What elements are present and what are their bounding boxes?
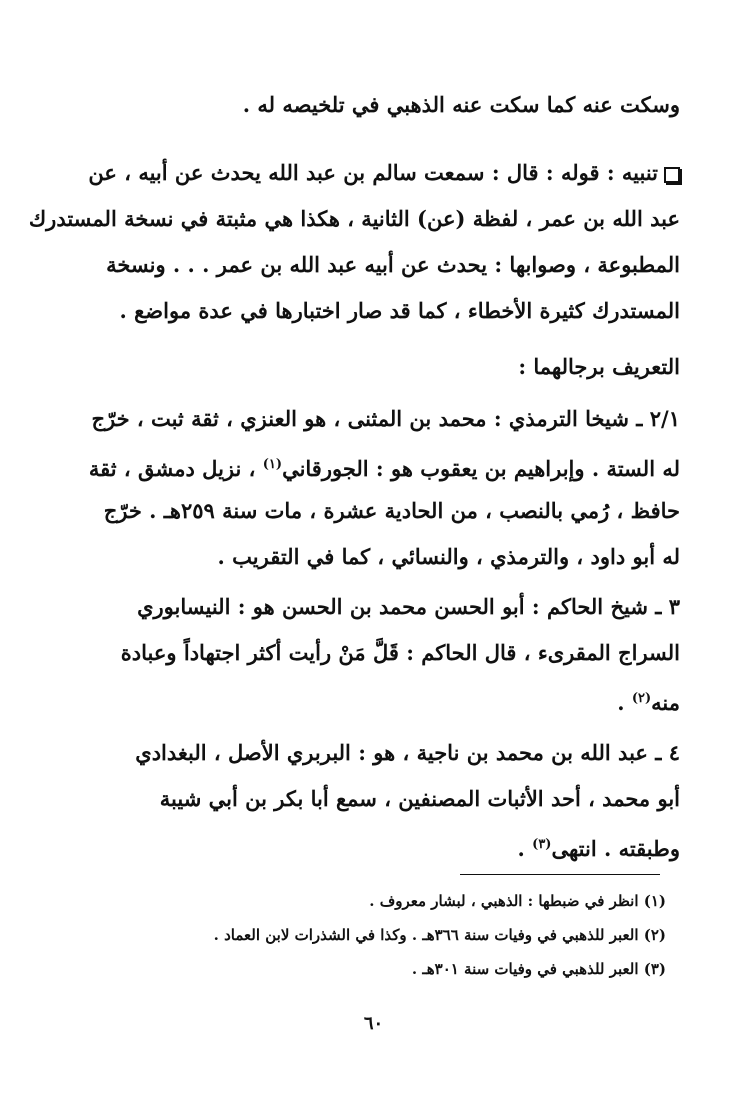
footnote-divider xyxy=(460,874,660,875)
entry-2-line-3: منه$^{(٢)}$ . xyxy=(617,690,680,715)
entry-1-line-1: ٢/١ ـ شيخا الترمذي : محمد بن المثنى ، هو العنزي ، ثقة ثبت ، خرّج xyxy=(91,406,680,431)
entry-1 xyxy=(40,396,680,580)
entry-1-line-3: حافظ ، رُمي بالنصب ، من الحادية عشرة ، مات سنة ٢٥٩هـ . خرّج xyxy=(103,498,680,523)
entry-1-line-2: له الستة . وإبراهيم بن يعقوب هو : الجورقاني$^{(١)}$ ، نزيل دمشق ، ثقة xyxy=(88,456,680,481)
entry-2 xyxy=(40,584,680,722)
entry-3 xyxy=(40,730,680,868)
entry-1-line-4: له أبو داود ، والترمذي ، والنسائي ، كما في التقريب . xyxy=(217,544,680,569)
entry-3-line-2: أبو محمد ، أحد الأثبات المصنفين ، سمع أبا بكر بن أبي شيبة xyxy=(159,786,680,811)
footnote-ref-3: (٣) xyxy=(532,837,552,852)
intro-line: وسكت عنه كما سكت عنه الذهبي في تلخيصه له . xyxy=(242,92,680,117)
entry-2-line-1: ٣ ـ شيخ الحاكم : أبو الحسن محمد بن الحسن هو : النيسابوري xyxy=(137,594,680,619)
square-box-icon xyxy=(664,167,680,183)
entry-3-line-1: ٤ ـ عبد الله بن محمد بن ناجية ، هو : البربري الأصل ، البغدادي xyxy=(135,740,680,765)
intro-paragraph xyxy=(40,82,680,128)
note-line-1: تنبيه : قوله : قال : سمعت سالم بن عبد الله يحدث عن أبيه ، عن xyxy=(40,150,680,196)
note-paragraph xyxy=(28,150,680,334)
note-line-3: المطبوعة ، وصوابها : يحدث عن أبيه عبد الله بن عمر . . . ونسخة xyxy=(106,252,680,277)
note-line-4: المستدرك كثيرة الأخطاء ، كما قد صار اختبارها في عدة مواضع . xyxy=(119,298,680,323)
entry-3-line-3: وطبقته . انتهى$^{(٣)}$ . xyxy=(517,836,680,861)
footnote-ref-2: (٢) xyxy=(631,691,652,706)
page-number: ٦٠ xyxy=(363,1013,384,1034)
footnote-3: (٣) العبر للذهبي في وفيات سنة ٣٠١هـ . xyxy=(411,960,666,978)
footnote-2: (٢) العبر للذهبي في وفيات سنة ٣٦٦هـ . وكذا في الشذرات لابن العماد . xyxy=(213,926,666,944)
entry-2-line-2: السراج المقرىء ، قال الحاكم : قَلَّ مَنْ رأيت أكثر اجتهاداً وعبادة xyxy=(120,640,680,665)
note-line-2: عبد الله بن عمر ، لفظة (عن) الثانية ، هكذا هي مثبتة في نسخة المستدرك xyxy=(28,206,680,231)
footnotes xyxy=(40,884,666,986)
section-heading: التعريف برجالهما : xyxy=(518,354,680,379)
footnote-1: (١) انظر في ضبطها : الذهبي ، لبشار معروف . xyxy=(369,892,666,910)
footnote-ref-1: (١) xyxy=(262,457,283,472)
